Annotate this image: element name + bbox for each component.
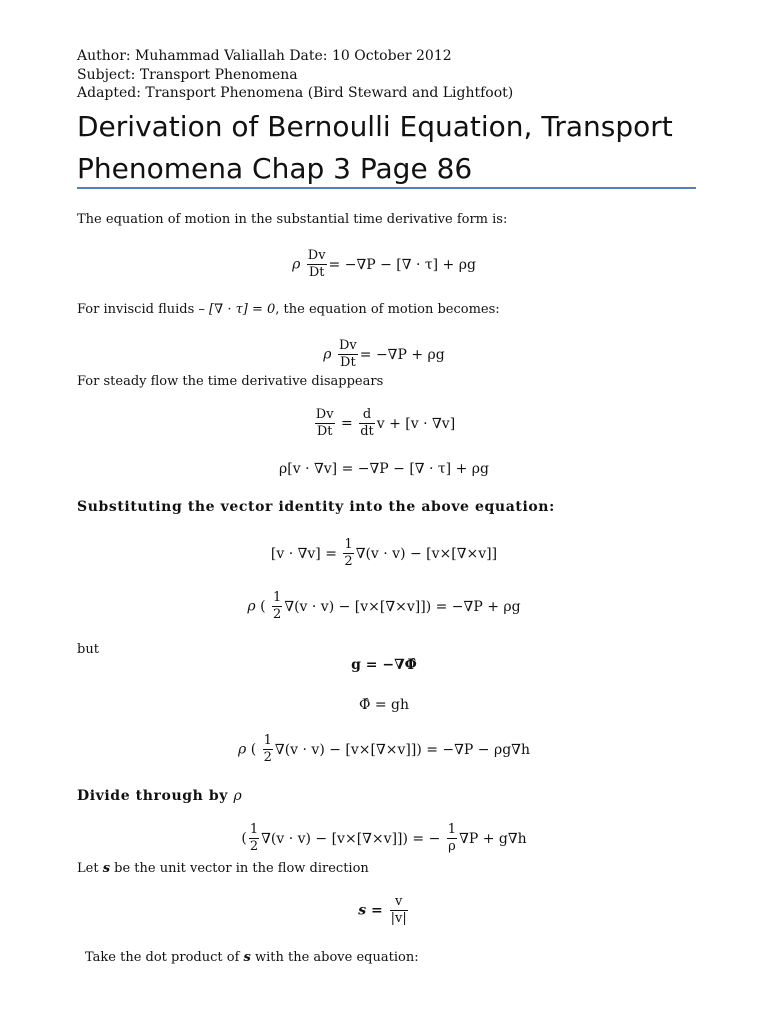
paragraph-unit-vector: Let s be the unit vector in the flow direction	[77, 861, 369, 876]
fraction-dv-dt: $\frac{Dv}{Dt}$	[338, 338, 357, 370]
equation-with-potential: ρ ( $\frac{1}{2}$ ∇(v · v) − [v×[∇×v]]) = −∇P − ρg∇h	[238, 733, 530, 765]
equation-potential: Φ̂ = gh	[358, 697, 410, 713]
fraction-half: $\frac{1}{2}$	[273, 590, 282, 622]
page-title	[77, 106, 717, 190]
fraction-d-dt: $\frac{d}{dt}$	[360, 407, 374, 439]
fraction-half: $\frac{1}{2}$	[263, 733, 272, 765]
paragraph-but: but	[77, 642, 99, 657]
eq-rho: ρ	[292, 256, 301, 273]
equation-substituted: ρ ( $\frac{1}{2}$ ∇(v · v) − [v×[∇×v]]) = −∇P + ρg	[247, 590, 521, 622]
equation-divided: ( $\frac{1}{2}$ ∇(v · v) − [v×[∇×v]]) = − $\frac{1}{\rho}$ ∇P + g∇h	[241, 822, 527, 854]
title-line-1: Derivation of Bernoulli Equation, Transport	[77, 110, 673, 143]
heading-vector-identity: Substituting the vector identity into the above equation:	[77, 499, 555, 515]
equation-unit-vector: s = $\frac{v}{|v|}$	[358, 894, 407, 926]
title-divider	[77, 187, 696, 189]
equation-steady: ρ[v · ∇v] = −∇P − [∇ · τ] + ρg	[279, 461, 489, 477]
adapted-line: Adapted: Transport Phenomena (Bird Steward and Lightfoot)	[77, 85, 514, 101]
equation-motion: ρ $\frac{Dv}{Dt}$ = −∇P − [∇ · τ] + ρg	[292, 248, 476, 280]
equation-inviscid: ρ $\frac{Dv}{Dt}$ = −∇P + ρg	[323, 338, 445, 370]
heading-divide-rho: Divide through by ρ	[77, 788, 243, 804]
equation-substantial-derivative: $\frac{Dv}{Dt}$ = $\frac{d}{dt}$ v + [v · ∇v]	[315, 407, 456, 439]
fraction-one-over-rho: $\frac{1}{\rho}$	[447, 822, 457, 854]
paragraph-motion: The equation of motion in the substantial time derivative form is:	[77, 212, 508, 227]
equation-gravity: g = −∇Φ̂	[351, 657, 417, 673]
equation-vector-identity: [v · ∇v] = $\frac{1}{2}$ ∇(v · v) − [v×[∇×v]]	[270, 537, 498, 569]
paragraph-steady-flow: For steady flow the time derivative disappears	[77, 374, 384, 389]
fraction-dv-dt: $\frac{Dv}{Dt}$	[315, 407, 334, 439]
paragraph-dot-product: Take the dot product of s with the above equation:	[85, 950, 419, 965]
fraction-dv-dt: $\frac{Dv}{Dt}$	[307, 248, 326, 280]
author-line: Author: Muhammad Valiallah Date: 10 October 2012	[77, 48, 452, 64]
fraction-half: $\frac{1}{2}$	[249, 822, 259, 854]
fraction-v-over-norm: $\frac{v}{|v|}$	[390, 894, 407, 926]
paragraph-inviscid: For inviscid fluids – [∇ · τ] = 0, the equation of motion becomes:	[77, 302, 500, 317]
title-line-2: Phenomena Chap 3 Page 86	[77, 152, 473, 185]
subject-line: Subject: Transport Phenomena	[77, 67, 298, 83]
fraction-half: $\frac{1}{2}$	[344, 537, 353, 569]
